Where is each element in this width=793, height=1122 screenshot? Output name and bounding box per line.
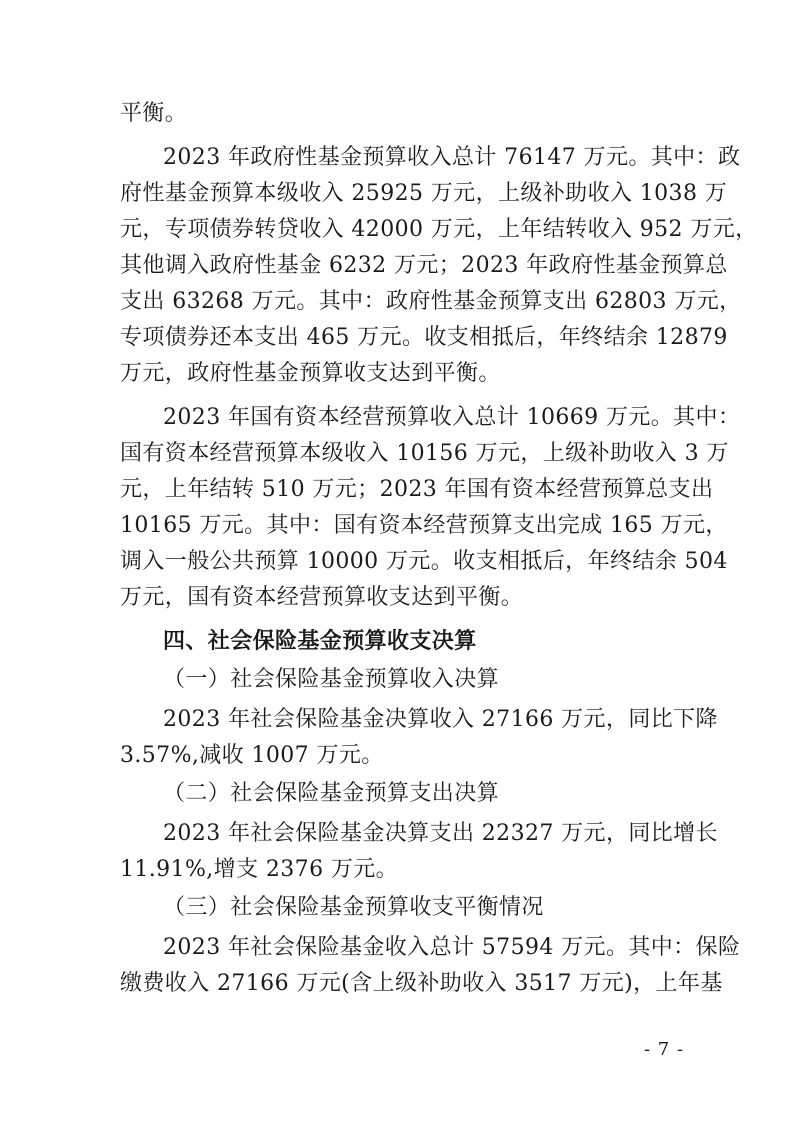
paragraph-line: 府性基金预算本级收入 25925 万元，上级补助收入 1038 万 (120, 181, 728, 206)
paragraph-line: 元，上年结转 510 万元；2023 年国有资本经营预算总支出 (120, 477, 714, 502)
paragraph-line: 专项债券还本支出 465 万元。收支相抵后，年终结余 12879 (120, 325, 728, 350)
subsection-heading: （一）社会保险基金预算收入决算 (163, 667, 500, 692)
paragraph-line: 2023 年社会保险基金决算收入 27166 万元，同比下降 (163, 707, 718, 732)
paragraph-line: 缴费收入 27166 万元(含上级补助收入 3517 万元)，上年基 (120, 971, 723, 996)
paragraph-line: 平衡。 (120, 101, 188, 126)
paragraph-line: 3.57%,减收 1007 万元。 (120, 743, 384, 768)
section-heading: 四、社会保险基金预算收支决算 (163, 629, 477, 654)
paragraph-line: 10165 万元。其中：国有资本经营预算支出完成 165 万元， (120, 513, 728, 538)
paragraph-line: 2023 年政府性基金预算收入总计 76147 万元。其中：政 (163, 145, 741, 170)
paragraph-line: 2023 年国有资本经营预算收入总计 10669 万元。其中： (163, 405, 741, 430)
paragraph-line: 元，专项债券转贷收入 42000 万元，上年结转收入 952 万元， (120, 217, 758, 242)
subsection-heading: （三）社会保险基金预算收支平衡情况 (163, 895, 544, 920)
paragraph-line: 11.91%,增支 2376 万元。 (120, 857, 399, 882)
paragraph-line: 万元，国有资本经营预算收支达到平衡。 (120, 585, 524, 610)
paragraph-line: 国有资本经营预算本级收入 10156 万元，上级补助收入 3 万 (120, 441, 729, 466)
paragraph-line: 万元，政府性基金预算收支达到平衡。 (120, 361, 501, 386)
subsection-heading: （二）社会保险基金预算支出决算 (163, 781, 500, 806)
paragraph-line: 其他调入政府性基金 6232 万元；2023 年政府性基金预算总 (120, 253, 728, 278)
paragraph-line: 调入一般公共预算 10000 万元。收支相抵后，年终结余 504 (120, 549, 728, 574)
paragraph-line: 2023 年社会保险基金决算支出 22327 万元，同比增长 (163, 821, 718, 846)
page-number: - 7 - (644, 1039, 685, 1060)
paragraph-line: 支出 63268 万元。其中：政府性基金预算支出 62803 万元， (120, 289, 742, 314)
paragraph-line: 2023 年社会保险基金收入总计 57594 万元。其中：保险 (163, 935, 741, 960)
